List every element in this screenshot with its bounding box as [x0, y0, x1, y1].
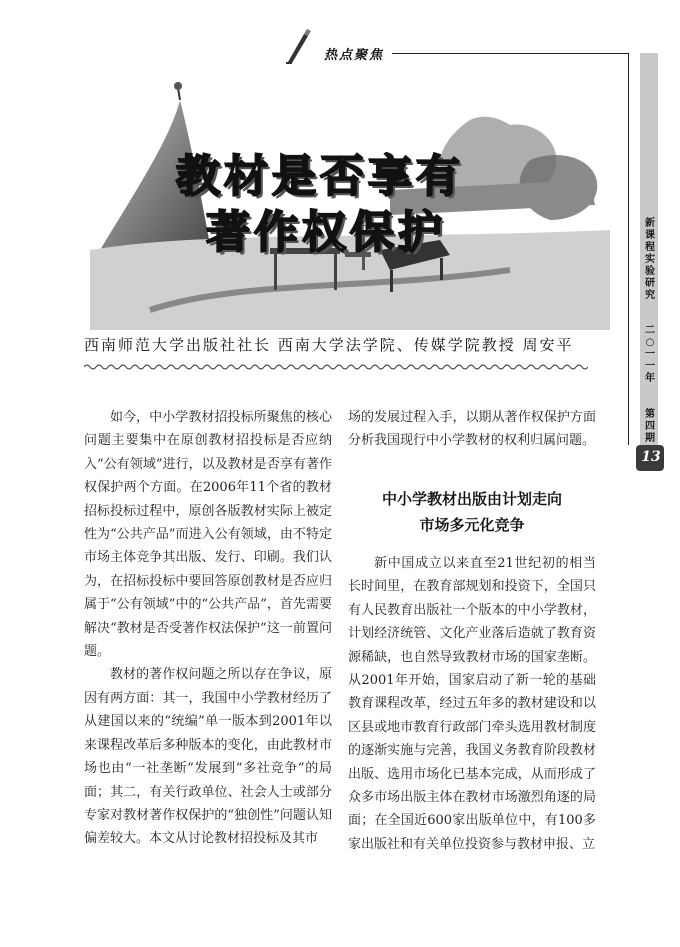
- body-column-left: [84, 406, 332, 851]
- journal-name-text: 新 课 程 实 验 研 究: [645, 218, 655, 301]
- article-title-line-1: 教材是否享有: [176, 151, 464, 202]
- page-header: [0, 0, 680, 70]
- wave-divider: [84, 362, 588, 372]
- body-paragraph: 新中国成立以来直至21世纪初的相当长时间里，在教育部规划和投资下，全国只有人民教育出版社一个版本的中小学教材，计划经济统管、文化产业落后造就了教育资源稀缺，也自然导致教材市场的国家垄断。从2001年开始，国家启动了新一轮的基础教育课程改革，经过五年多的教材建设和以区县或地市教育行政部门牵头选用教材制度的逐渐实施与完善，我国义务教育阶段教材出版、选用市场化已基本完成，从而形成了众多市场出版主体在教材市场激烈角逐的局面；在全国近600家出版单位中，有100多家出版社和有关单位投资参与教材申报、立: [348, 556, 596, 852]
- subheading-line-1: 中小学教材出版由计划走向: [381, 490, 562, 508]
- author-line: 西南师范大学出版社社长 西南大学法学院、传媒学院教授 周安平: [84, 336, 574, 354]
- body-paragraph: 教材的著作权问题之所以存在争议，原因有两方面：其一，我国中小学教材经历了从建国以来的“统编”单一版本到2001年以来课程改革后多种版本的变化，由此教材市场也由“一社垄断”发展到“多社竞争”的局面；其二，有关行政单位、社会人士或部分专家对教材著作权保护的“独创性”问题认知偏差较大。本文从讨论教材招投标及其市: [84, 667, 332, 847]
- journal-name: [642, 218, 658, 302]
- page-number: 13: [641, 449, 661, 465]
- body-paragraph: 场的发展过程入手，以期从著作权保护方面分析我国现行中小学教材的权利归属问题。: [348, 410, 596, 449]
- header-rule-vertical: [628, 53, 629, 445]
- journal-issue-text: 二 ○ 一 一 年 第 四 期: [645, 325, 655, 444]
- journal-issue: [642, 325, 658, 445]
- article-title-line-2: 著作权保护: [206, 207, 446, 258]
- subheading-line-2: 市场多元化竞争: [419, 516, 525, 534]
- body-paragraph: 如今，中小学教材招投标所聚焦的核心问题主要集中在原创教材招投标是否应纳入“公有领域”进行，以及教材是否享有著作权保护两个方面。在2006年11个省的教材招标投标过程中，原创各版教材实际上被定性为“公共产品”而进入公有领域，由不特定市场主体竞争其出版、发行、印刷。我们认为，在招标投标中要回答原创教材是否应归属于“公有领域”中的“公共产品”，首先需要解决“教材是否受著作权法保护”这一前置问题。: [84, 410, 332, 660]
- section-subheading: [348, 486, 596, 538]
- body-column-right-intro: [348, 406, 596, 453]
- body-column-right: [348, 552, 596, 856]
- header-rule: [392, 53, 628, 54]
- pen-brush-icon: [284, 28, 314, 64]
- section-label: 热点聚焦: [324, 48, 385, 63]
